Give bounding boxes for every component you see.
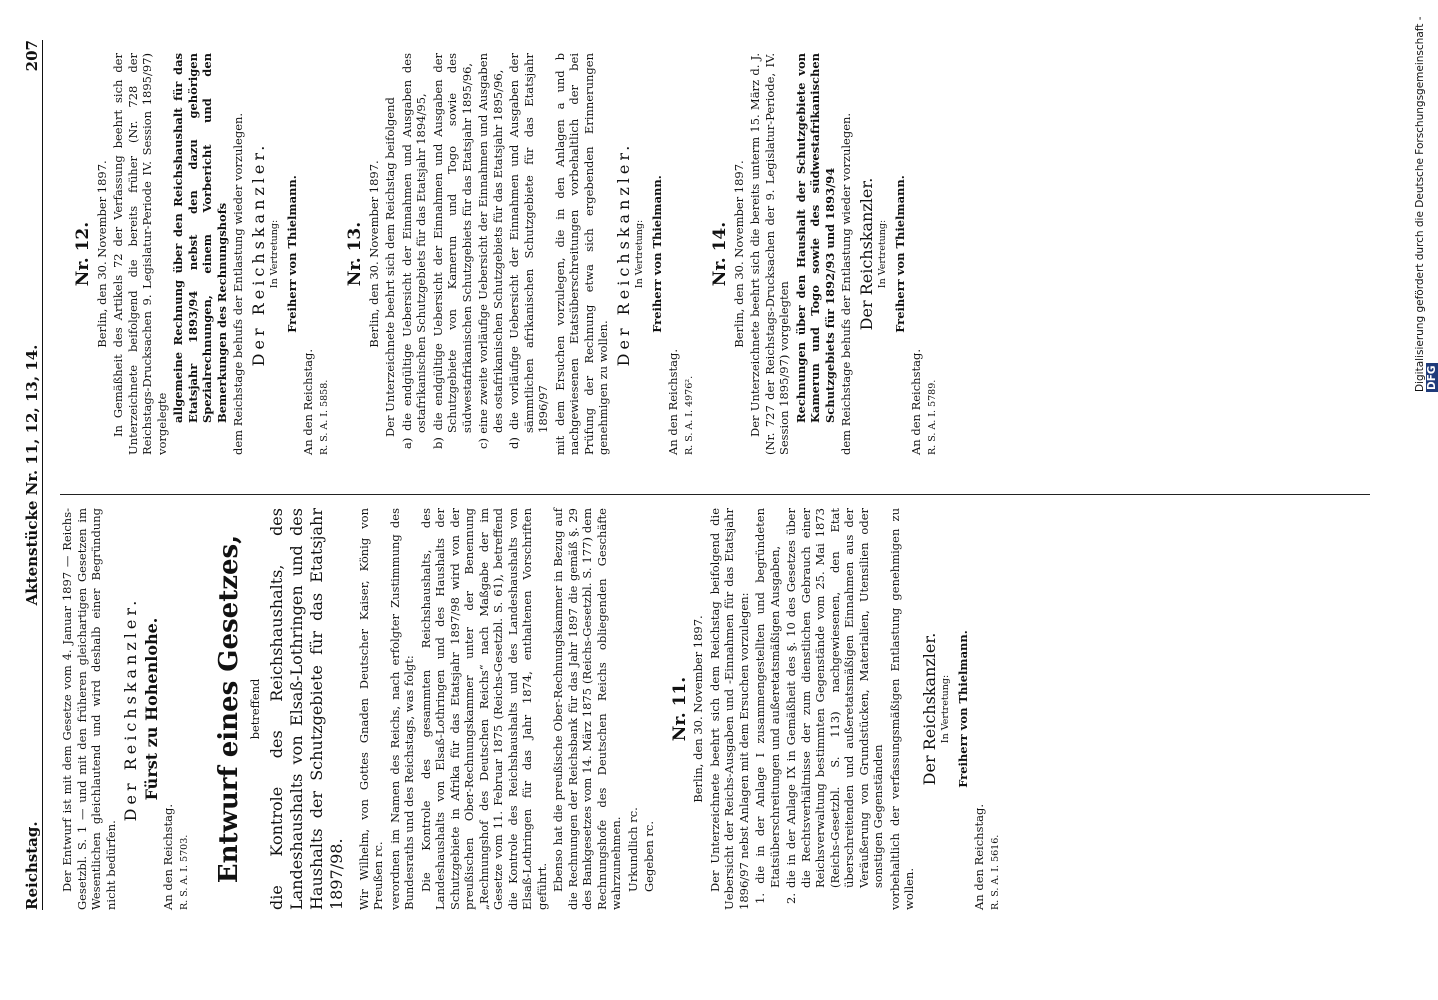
nr12-bold-text: allgemeine Rechnung über den Reichshaushalt für das Etatsjahr 1893/94 nebst den dazu gehörigen Spezialrechnungen, einem Vorbericht und den Bemerkungen des Rechnungshofs [171,53,229,423]
nr12-addressee: An den Reichstag. [301,349,315,455]
nr13-body: Der Unterzeichnete beehrt sich dem Reichstag beifolgend [383,97,397,437]
nr13-closing: mit dem Ersuchen vorzulegen, die in den Anlagen a und b nachgewiesenen Etatsüberschreitungen vorbehaltlich der bei Prüfung der Rechnung etwa sich ergebenden Erinnerungen genehmigen zu wollen. [552,53,610,455]
preamble-emperor: Wir Wilhelm, von Gottes Gnaden Deutscher Kaiser, König von Preußen rc. [356,508,385,910]
nr11-item-1: 1. die in der Anlage I zusammengestellten und begründeten Etatsüberschreitungen und außeretatsmäßigen Ausgaben, [753,508,782,904]
nr13-item-c: c) eine zweite vorläufige Uebersicht der Einnahmen und Ausgaben des ostafrikanischen Schutzgebiets für das Etatsjahr 1895/96, [476,53,505,449]
nr13-item-d: d) die vorläufige Uebersicht der Einnahmen und Ausgaben der sämmtlichen afrikanischen Schutzgebiete für das Etatsjahr 1896/97 [507,53,550,449]
nr11-body: Der Unterzeichnete beehrt sich dem Reichstag beifolgend die Uebersicht der Reichs-Ausgaben und -Einnahmen für das Etatsjahr 1896/97 nebst Anlagen mit dem Ersuchen vorzulegen: [707,508,751,910]
left-column [60,508,1005,910]
nr14-vertretung: In Vertretung: [877,219,888,289]
dfg-logo: DFG [1426,365,1438,390]
digitization-credit [1414,12,1438,392]
nr12-signature-title: Der Reichskanzler. [248,141,268,367]
nr13-vertretung: In Vertretung: [634,219,645,289]
betreffend-label: betreffend [248,678,262,740]
nr11-item-2: 2. die in der Anlage IX in Gemäßheit des §. 10 des Gesetzes über die Rechtsverhältnisse der zum dienstlichen Gebrauch einer Reichsverwaltung bestimmten Gegenstände vom 25. Mai 1873 (Reichs-Gesetzbl. S. 113) nachgewiesenen, den Etat überschreitenden und außeretatsmäßigen Einnahmen aus der Veräußerung von Grundstücken, Materialien, Utensilien oder sonstigen Gegenständen [784,508,885,904]
nr11-closing: vorbehaltlich der verfassungsmäßigen Entlastung genehmigen zu wollen. [887,508,916,910]
nr14-signature-title: Der Reichskanzler. [856,177,876,331]
preamble-decree: verordnen im Namen des Reichs, nach erfolgter Zustimmung des Bundesraths und des Reichstags, was folgt: [387,508,416,910]
section-title-nr12: Nr. 12. [73,221,93,287]
nr13-date: Berlin, den 30. November 1897. [366,160,381,348]
nr14-reference: R. S. A. I. 5789. [926,379,938,455]
nr12-reference: R. S. A. I. 5858. [318,379,330,455]
column-divider [60,494,1370,495]
header-title: Aktenstücke Nr. 11, 12, 13, 14. [22,344,41,606]
draft-law-title: Entwurf eines Gesetzes, [214,534,244,884]
signature-name: Fürst zu Hohenlohe. [141,617,161,801]
nr12-body: In Gemäßheit des Artikels 72 der Verfassung beehrt sich der Unterzeichnete beifolgend die bereits früher (Nr. 728 der Reichstags-Drucksachen 9. Legislatur-Periode IV. Session 1895/97) vorgelegte [111,53,169,455]
digitization-credit-text: Digitalisierung gefördert durch die Deutsche Forschungsgemeinschaft - [1414,16,1426,392]
law-subject: die Kontrole des Reichshaushalts, des Landeshaushalts von Elsaß-Lothringen und des Haushalts der Schutzgebiete für das Etatsjahr 1897/98. [266,508,346,910]
nr11-addressee: An den Reichstag. [972,804,986,910]
signature-title: Der Reichskanzler. [121,596,140,822]
section-title-nr11: Nr. 11. [669,676,690,742]
nr13-reference: R. S. A. I. 4976². [683,375,695,455]
nr11-date: Berlin, den 30. November 1897. [691,615,705,803]
reference-number: R. S. A. I. 5703. [178,834,190,910]
nr14-body: Der Unterzeichnete beehrt sich die bereits unterm 15. März d. J. (Nr. 727 der Reichstags-Drucksachen der 9. Legislatur-Periode, IV. Session 1895/97) vorgelegten [748,53,791,455]
nr12-closing: dem Reichstage behufs der Entlastung wieder vorzulegen. [231,112,245,455]
page-header [16,40,43,910]
urkundlich-line: Urkundlich rc. [625,807,640,892]
nr14-date: Berlin, den 30. November 1897. [731,160,746,348]
intro-paragraph: Der Entwurf ist mit dem Gesetze vom 4. Januar 1897 — Reichs-Gesetzbl. S. 1 — und mit den früheren gleichartigen Gesetzen im Wesentlichen gleichlautend und wird deshalb einer Begründung nicht bedürfen. [60,508,118,910]
nr13-addressee: An den Reichstag. [666,349,680,455]
nr13-item-b: b) die endgültige Uebersicht der Einnahmen und Ausgaben der Schutzgebiete von Kamerun und Togo sowie des südwestafrikanischen Schutzgebiets für das Etatsjahr 1895/96, [430,53,474,449]
document-page [0,20,1400,980]
gegeben-line: Gegeben rc. [642,821,656,892]
nr12-signature-name: Freiherr von Thielmann. [284,175,299,333]
nr14-bold-text: Rechnungen über den Haushalt der Schutzgebiete von Kamerun und Togo sowie des südwestafrikanischen Schutzgebiets für 1892/93 und 1893/94 [793,53,837,423]
nr14-addressee: An den Reichstag. [909,349,923,455]
header-left: Reichstag. [22,821,41,910]
page-number: 207 [22,40,41,72]
right-column [60,53,942,455]
addressee: An den Reichstag. [161,804,175,910]
nr11-signature-title: Der Reichskanzler. [919,632,939,786]
nr13-signature-name: Freiherr von Thielmann. [649,175,664,333]
nr14-closing: dem Reichstage behufs der Entlastung wieder vorzulegen. [839,112,853,455]
section-title-nr13: Nr. 13. [345,221,365,287]
nr13-item-a: a) die endgültige Uebersicht der Einnahmen und Ausgaben des ostafrikanischen Schutzgebiets für das Etatsjahr 1894/95, [399,53,428,449]
nr14-signature-name: Freiherr von Thielmann. [892,175,907,333]
law-paragraph-2: Ebenso hat die preußische Ober-Rechnungskammer in Bezug auf die Rechnungen der Reichsbank für das Jahr 1897 die gemäß §. 29 des Bankgesetzes vom 14. März 1875 (Reichs-Gesetzbl. S. 177) dem Rechnungshofe des Deutschen Reichs obliegenden Geschäfte wahrzunehmen. [551,508,623,910]
nr11-reference: R. S. A. I. 5616. [989,834,1001,910]
nr12-vertretung: In Vertretung: [269,219,280,289]
nr13-signature-title: Der Reichskanzler. [613,141,633,367]
nr12-date: Berlin, den 30. November 1897. [94,160,109,348]
nr11-vertretung: In Vertretung: [940,674,951,744]
nr11-signature-name: Freiherr von Thielmann. [955,630,970,788]
section-title-nr14: Nr. 14. [710,221,730,287]
law-paragraph-1: Die Kontrole des gesammten Reichshaushalts, des Landeshaushalts von Elsaß-Lothringen und des Haushalts der Schutzgebiete in Afrika für das Etatsjahr 1897/98 wird von der preußischen Ober-Rechnungskammer unter der Benennung „Rechnungshof des Deutschen Reichs“ nach Maßgabe der im Gesetze vom 11. Februar 1875 (Reichs-Gesetzbl. S. 61), betreffend die Kontrole des Reichshaushalts und des Landeshaushalts von Elsaß-Lothringen für das Jahr 1874, enthaltenen Vorschriften geführt. [418,508,549,910]
